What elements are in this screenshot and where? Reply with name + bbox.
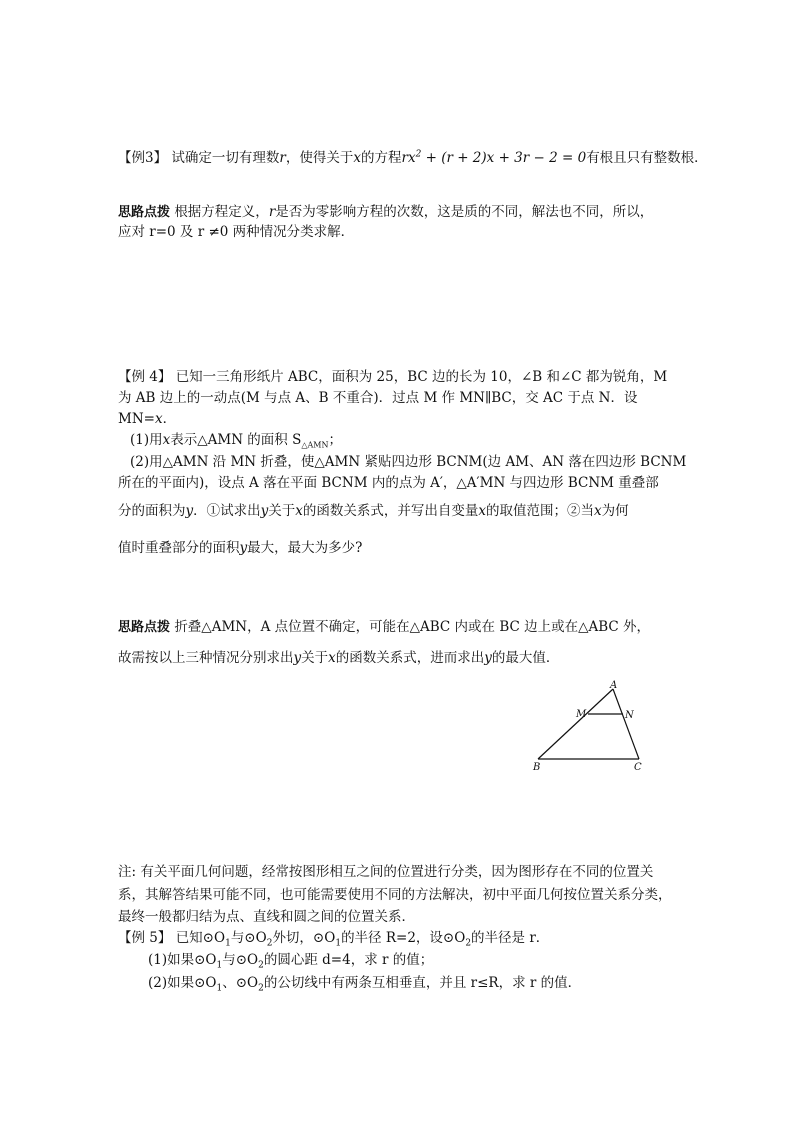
example-5-tag: 【例 5】 bbox=[118, 930, 172, 946]
example-4-question-2-line-2: 所在的平面内)，设点 A 落在平面 BCNM 内的点为 A′，△A′MN 与四边形 BCNM 重叠部 bbox=[118, 475, 659, 491]
label-m: M bbox=[576, 709, 587, 720]
hint-3-line-2: 应对 r=0 及 r ≠0 两种情况分类求解． bbox=[118, 224, 355, 240]
side-ac bbox=[613, 689, 639, 759]
label-c: C bbox=[634, 762, 642, 773]
example-3-tag: 【例3】 bbox=[118, 150, 168, 166]
example-4-question-2-line-4: 值时重叠部分的面积y最大，最大为多少? bbox=[118, 540, 363, 556]
hint-4-tag: 思路点拨 bbox=[118, 620, 171, 635]
example-4-line-2: 为 AB 边上的一动点(M 与点 A、B 不重合)．过点 M 作 MN∥BC，交 AC 于点 N．设 bbox=[118, 390, 638, 406]
example-4-tag: 【例 4】 bbox=[118, 369, 172, 385]
example-5-question-2: (2)如果$⊙O_1$、$⊙O_2$的公切线中有两条互相垂直，并且 r≤R，求 r 的值． bbox=[148, 975, 582, 994]
example-4-question-2-line-3: 分的面积为y．①试求出y关于x的函数关系式，并写出自变量x的取值范围；②当x为何 bbox=[118, 503, 629, 519]
hint-3-tag: 思路点拨 bbox=[118, 205, 171, 220]
example-4-question-1: (1)用x表示△AMN 的面积 $S_{\triangle AMN}$； bbox=[130, 432, 342, 450]
example-5-statement: 【例 5】 已知$⊙O_1$与$⊙O_2$外切，$⊙O_1$的半径 R=2，设$⊙O_2$的半径是 r． bbox=[118, 930, 550, 949]
example-5-question-1: (1)如果$⊙O_1$与$⊙O_2$的圆心距 d=4，求 r 的值； bbox=[148, 952, 434, 971]
hint-3-line-1: 思路点拨 根据方程定义，r是否为零影响方程的次数，这是质的不同，解法也不同，所以， bbox=[118, 204, 654, 220]
example-4-line-1: 【例 4】 已知一三角形纸片 ABC，面积为 25，BC 边的长为 10，∠B 和∠C 都为锐角，M bbox=[118, 369, 668, 385]
hint-4-line-1: 思路点拨 折叠△AMN，A 点位置不确定，可能在△ABC 内或在 BC 边上或在△ABC 外， bbox=[118, 619, 651, 635]
example-4-line-3: MN=x． bbox=[118, 411, 177, 427]
note-line-2: 系，其解答结果可能不同，也可能需要使用不同的方法解决，初中平面几何按位置关系分类， bbox=[118, 887, 672, 903]
triangle-abc-figure bbox=[528, 680, 658, 775]
note-line-3: 最终一般都归结为点、直线和圆之间的位置关系． bbox=[118, 909, 415, 925]
side-ab bbox=[538, 689, 613, 759]
label-n: N bbox=[625, 710, 634, 721]
label-a: A bbox=[610, 680, 618, 691]
example-3-equation: $rx^2 + (r + 2)x + 3r - 2 = 0$ bbox=[401, 149, 587, 166]
example-4-question-2-line-1: (2)用△AMN 沿 MN 折叠，使△AMN 紧贴四边形 BCNM(边 AM、AN 落在四边形 BCNM bbox=[130, 454, 687, 470]
note-line-1: 注: 有关平面几何问题，经常按图形相互之间的位置进行分类，因为图形存在不同的位置关 bbox=[118, 864, 654, 880]
example-3-statement: 【例3】 试确定一切有理数r，使得关于x的方程$rx^2 + (r + 2)x + 3r - 2 = 0$有根且只有整数根． bbox=[118, 149, 708, 166]
label-b: B bbox=[533, 762, 541, 773]
hint-4-line-2: 故需按以上三种情况分别求出y关于x的函数关系式，进而求出y的最大值． bbox=[118, 650, 560, 666]
